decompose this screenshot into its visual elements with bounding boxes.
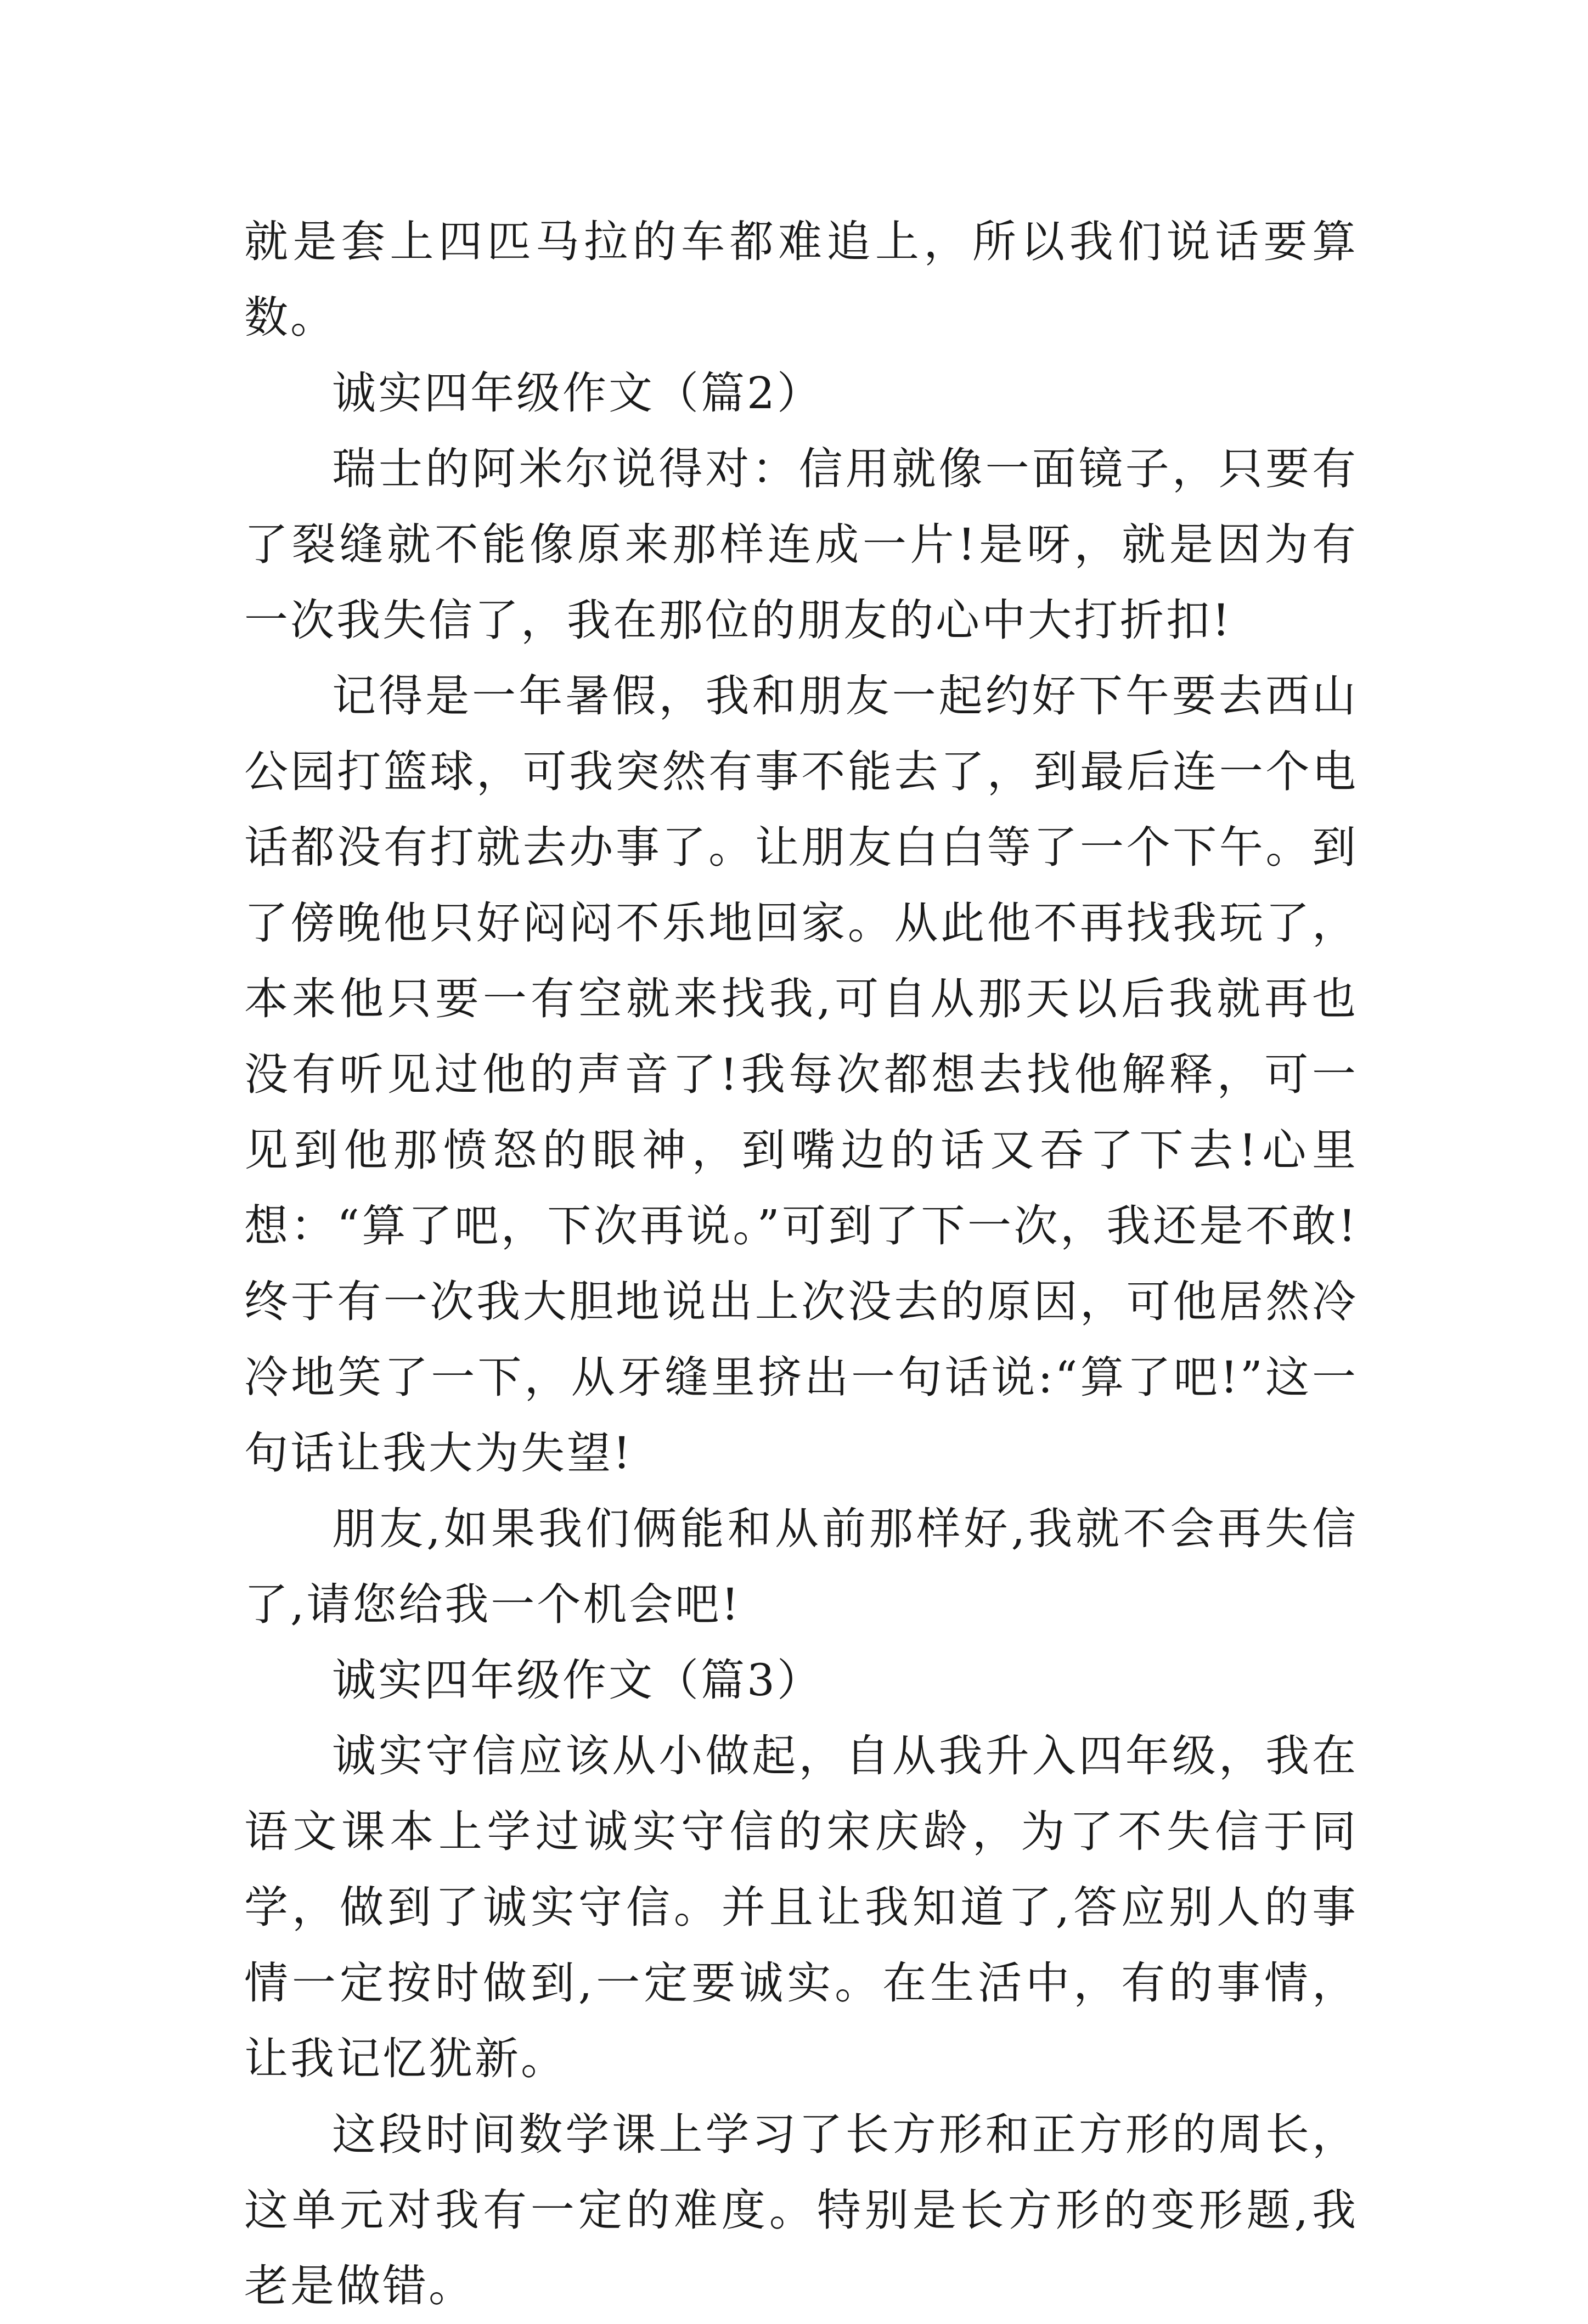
section-heading-2: 诚实四年级作文（篇2） bbox=[332, 368, 823, 419]
paragraph-continuation: 就是套上四匹马拉的车都难追上，所以我们说话要算数。 bbox=[244, 216, 1358, 343]
paragraph: 记得是一年暑假，我和朋友一起约好下午要去西山公园打篮球，可我突然有事不能去了，到最后连一个电话都没有打就去办事了。让朋友白白等了一个下午。到了傍晚他只好闷闷不乐地回家。从此他不再找我玩了，本来他只要一有空就来找我,可自从那天以后我就再也没有听见过他的声音了!我每次都想去找他解释，可一见到他那愤怒的眼神，到嘴边的话又吞了下去!心里想：“算了吧，下次再说。”可到了下一次，我还是不敢!终于有一次我大胆地说出上次没去的原因，可他居然冷冷地笑了一下，从牙缝里挤出一句话说:“算了吧!”这一句话让我大为失望! bbox=[244, 670, 1358, 1479]
paragraph: 朋友,如果我们俩能和从前那样好,我就不会再失信了,请您给我一个机会吧! bbox=[244, 1503, 1358, 1630]
paragraph: 瑞士的阿米尔说得对：信用就像一面镜子，只要有了裂缝就不能像原来那样连成一片!是呀，就是因为有一次我失信了，我在那位的朋友的心中大打折扣! bbox=[244, 443, 1358, 646]
document-body bbox=[244, 204, 1358, 2324]
paragraph: 这段时间数学课上学习了长方形和正方形的周长，这单元对我有一定的难度。特别是长方形的变形题,我老是做错。 bbox=[244, 2109, 1358, 2311]
section-heading-3: 诚实四年级作文（篇3） bbox=[332, 1655, 823, 1706]
paragraph: 诚实守信应该从小做起，自从我升入四年级，我在语文课本上学过诚实守信的宋庆龄，为了不失信于同学，做到了诚实守信。并且让我知道了,答应别人的事情一定按时做到,一定要诚实。在生活中，有的事情，让我记忆犹新。 bbox=[244, 1730, 1358, 2084]
